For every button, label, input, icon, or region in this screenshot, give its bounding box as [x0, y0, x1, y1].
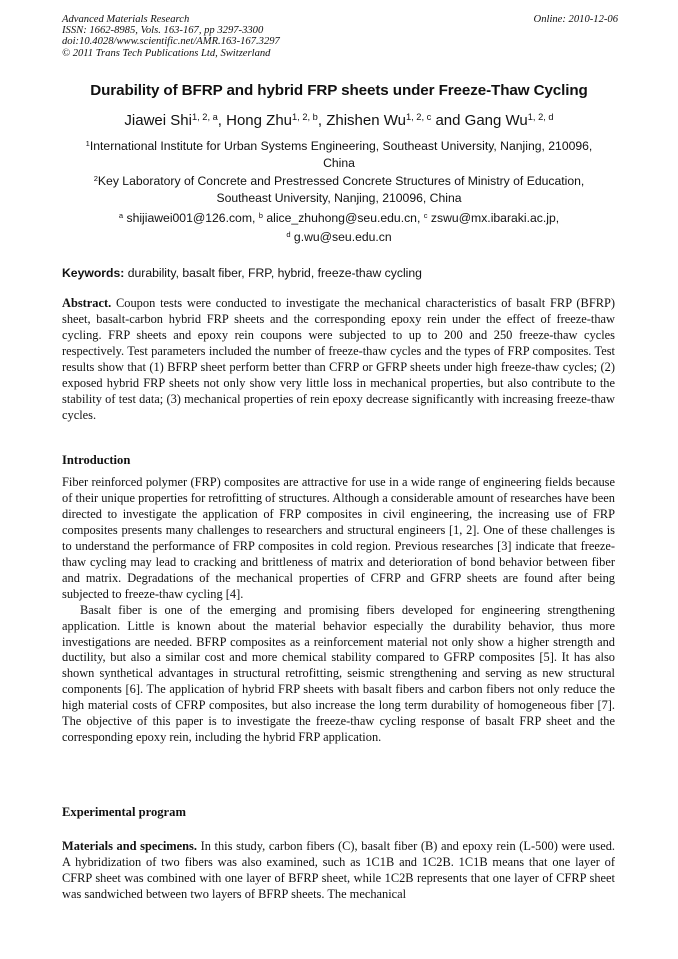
- email-mark: c: [423, 210, 428, 220]
- author-affiliation-mark: 1, 2, b: [292, 111, 318, 122]
- doi-line: doi:10.4028/www.scientific.net/AMR.163-167.3297: [62, 36, 280, 48]
- keywords-label: Keywords:: [62, 266, 125, 280]
- affiliation-1: [60, 138, 618, 171]
- affiliation-text: Key Laboratory of Concrete and Prestressed Concrete Structures of Ministry of Education,: [97, 174, 585, 188]
- keywords-text: durability, basalt fiber, FRP, hybrid, freeze-thaw cycling: [127, 266, 422, 280]
- email-address: alice_zhuhong@seu.edu.cn: [266, 211, 417, 225]
- paper-title: Durability of BFRP and hybrid FRP sheets under Freeze-Thaw Cycling: [90, 82, 588, 99]
- paragraph: Basalt fiber is one of the emerging and promising fibers developed for engineering strengthening application. Little is known about the material behavior especially the durability behavior, thus more investigations are needed. BFRP composites as a reinforcement material not only show a higher strength and ductility, but also a similar cost and more chemical stability compared to GFRP composites [5]. It has also shown synthetical advantages in structural retrofitting, seismic strengthening and serving as new structural components [6]. The application of hybrid FRP sheets with basalt fibers and carbon fibers not only reduce the high material costs of CFRP composites, but also increase the long term durability of homogeneous fiber [7]. The objective of this paper is to investigate the freeze-thaw cycling response of basalt FRP sheet and the corresponding epoxy rein, including the hybrid FRP application.: [62, 602, 615, 745]
- online-date: Online: 2010-12-06: [533, 14, 618, 25]
- copyright-line: © 2011 Trans Tech Publications Ltd, Switzerland: [62, 47, 271, 59]
- author-separator: ,: [317, 112, 327, 129]
- author-name: Jiawei Shi: [124, 112, 192, 129]
- author-name: Zhishen Wu: [326, 112, 406, 129]
- affiliation-2: [60, 173, 618, 206]
- introduction-heading: Introduction: [62, 453, 131, 467]
- author-affiliation-mark: 1, 2, d: [527, 111, 554, 122]
- email-mark: d: [286, 229, 291, 239]
- materials-label: Materials and specimens.: [62, 839, 197, 853]
- experimental-heading: Experimental program: [62, 805, 186, 819]
- running-header: [62, 14, 618, 59]
- affiliation-text: China: [323, 155, 355, 170]
- email-mark: b: [258, 210, 263, 220]
- author-affiliation-mark: 1, 2, a: [191, 111, 218, 122]
- paragraph: Fiber reinforced polymer (FRP) composites are attractive for use in a wide range of engineering fields because of their unique properties for retrofitting of structures. Although a considerable amount of researches have been directed to investigate the application of FRP composites in civil engineering, the increasing use of FRP composites presents many challenges to researchers and structural engineers [1, 2]. One of these challenges is to understand the performance of FRP composites in cold region. Previous researches [3] indicate that freeze-thaw cycling may lead to cracking and brittleness of matrix and deterioration of bond behavior between fiber and matrix. Degradations of the mechanical properties of CFRP and GFRP sheets are found after being subjected to freeze-thaw cycling [4].: [62, 475, 615, 601]
- materials-text: In this study, carbon fibers (C), basalt fiber (B) and epoxy rein (L-500) were used. A hybridization of two fibers was also examined, such as 1C1B and 1C2B. 1C1B means that one layer of CFRP sheet was combined with one layer of BFRP sheet, while 1C2B represents that one layer of CFRP sheet was sandwiched between two layers of BFRP sheets. The mechanical: [62, 839, 615, 901]
- email-mark: a: [118, 210, 124, 220]
- author-name: Gang Wu: [464, 112, 528, 129]
- abstract-label: Abstract.: [62, 296, 112, 310]
- journal-name: Advanced Materials Research: [62, 14, 190, 25]
- author-list: [40, 112, 638, 129]
- affiliation-number: 1: [85, 138, 90, 148]
- materials-section: [62, 839, 615, 903]
- keywords-line: [62, 266, 618, 280]
- issn-line: ISSN: 1662-8985, Vols. 163-167, pp 3297-3300: [62, 25, 264, 37]
- email-block: $^a$ shijiawei001@126.com, $^b$ alice_zhuhong@seu.edu.cn, $^c$ zswu@mx.ibaraki.ac.jp, $^d$ g.wu@seu.edu.cn: [118, 210, 560, 244]
- introduction-section: [62, 475, 615, 746]
- author-separator: ,: [217, 112, 227, 129]
- affiliation-number: 2: [93, 173, 98, 183]
- email-address: shijiawei001@126.com: [126, 211, 252, 225]
- affiliation-text: Southeast University, Nanjing, 210096, China: [216, 190, 462, 205]
- email-address: g.wu@seu.edu.cn: [293, 229, 392, 244]
- affiliation-text: International Institute for Urban Systems Engineering, Southeast University, Nanjing, 210096,: [89, 139, 593, 153]
- abstract-section: [62, 296, 615, 424]
- abstract-text: Coupon tests were conducted to investigate the mechanical characteristics of basalt FRP (BFRP) sheet, basalt-carbon hybrid FRP sheets and the corresponding epoxy rein under the effect of freeze-thaw cycling. FRP sheets and epoxy rein coupons were subjected to up to 200 and 250 freeze-thaw cycles respectively. Test parameters included the number of freeze-thaw cycles and the types of FRP composites. Test results show that (1) BFRP sheet perform better than CFRP or GFRP sheets under high freeze-thaw cycles; (2) exposed hybrid FRP sheets not only show very little loss in mechanical properties, but also contribute to the stability of test data; (3) mechanical properties of rein epoxy decrease significantly with increasing freeze-thaw cycles.: [62, 296, 615, 422]
- author-name: Hong Zhu: [226, 112, 292, 129]
- author-separator: and: [431, 112, 465, 129]
- email-address: zswu@mx.ibaraki.ac.jp: [430, 211, 556, 225]
- author-affiliation-mark: 1, 2, c: [405, 111, 432, 122]
